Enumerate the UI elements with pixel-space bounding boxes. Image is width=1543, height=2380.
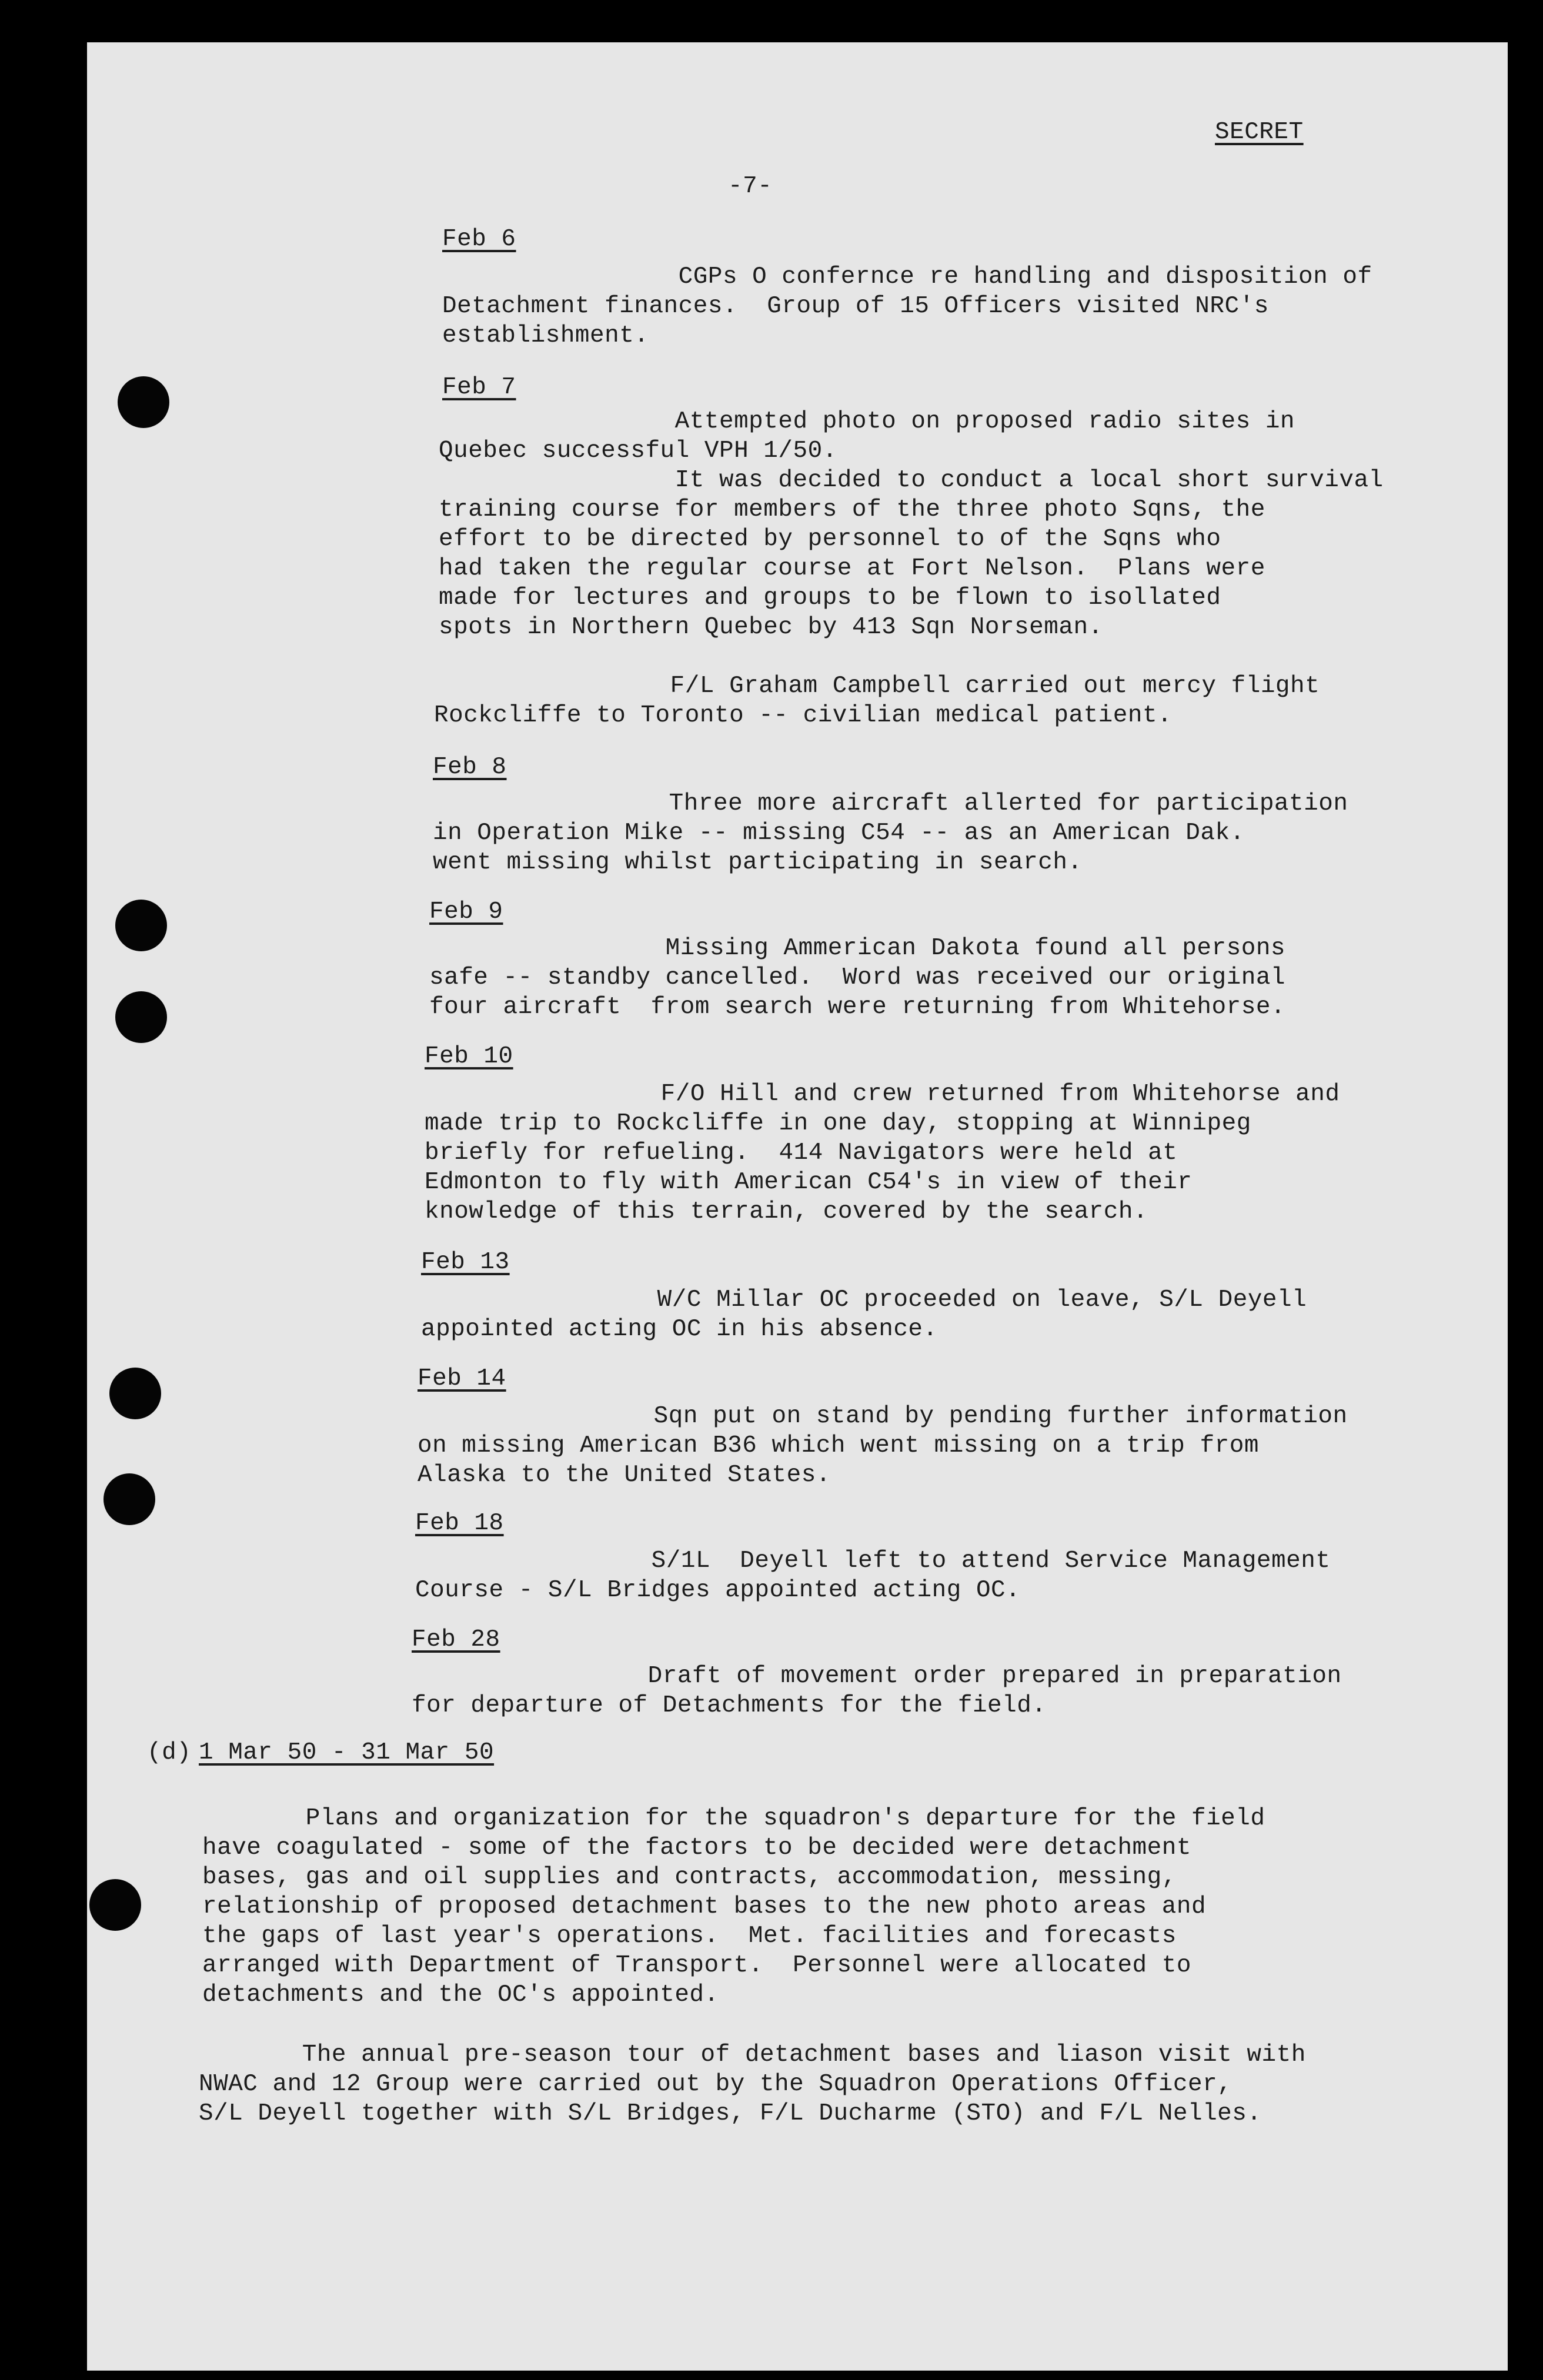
entry-date: Feb 9	[429, 898, 503, 925]
entry-line: in Operation Mike -- missing C54 -- as an American Dak.	[433, 820, 1245, 847]
entry-line: made for lectures and groups to be flown to isollated	[439, 584, 1221, 611]
section-title: 1 Mar 50 - 31 Mar 50	[199, 1739, 495, 1766]
entry-line: establishment.	[442, 322, 649, 349]
entry-line: appointed acting OC in his absence.	[421, 1316, 938, 1343]
entry-line: had taken the regular course at Fort Nelson. Plans were	[439, 555, 1265, 582]
punch-hole	[118, 376, 169, 428]
entry-line: CGPs O confernce re handling and disposition of	[442, 263, 1372, 290]
entry-line: four aircraft from search were returning from Whitehorse.	[429, 994, 1286, 1021]
entry-line: Quebec successful VPH 1/50.	[439, 437, 837, 464]
entry-line: Three more aircraft allerted for participation	[433, 790, 1348, 817]
entry-line: Edmonton to fly with American C54's in view of their	[425, 1169, 1193, 1196]
punch-hole	[89, 1879, 141, 1931]
entry-line: safe -- standby cancelled. Word was received our original	[429, 964, 1286, 991]
entry-line: knowledge of this terrain, covered by the search.	[425, 1198, 1148, 1225]
punch-hole	[115, 991, 167, 1043]
entry-date: Feb 8	[433, 754, 507, 781]
entry-line: for departure of Detachments for the field.	[412, 1692, 1047, 1719]
punch-hole	[109, 1368, 161, 1419]
body-line: relationship of proposed detachment bases to the new photo areas and	[202, 1893, 1207, 1920]
entry-date: Feb 10	[425, 1043, 513, 1070]
entry-date: Feb 7	[442, 374, 516, 401]
entry-line: went missing whilst participating in search.	[433, 849, 1083, 876]
body-line: detachments and the OC's appointed.	[202, 1981, 719, 2008]
punch-hole	[103, 1473, 155, 1525]
punch-hole	[115, 900, 167, 951]
entry-date: Feb 6	[442, 226, 516, 253]
entry-line: spots in Northern Quebec by 413 Sqn Norseman.	[439, 614, 1103, 641]
entry-line: It was decided to conduct a local short survival	[439, 467, 1384, 494]
entry-line: F/O Hill and crew returned from Whitehorse and	[425, 1081, 1340, 1108]
entry-date: Feb 28	[412, 1626, 500, 1653]
entry-line: training course for members of the three photo Sqns, the	[439, 496, 1265, 523]
entry-line: S/1L Deyell left to attend Service Management	[415, 1547, 1331, 1575]
entry-date: Feb 13	[421, 1249, 510, 1276]
body-line: bases, gas and oil supplies and contracts, accommodation, messing,	[202, 1864, 1177, 1891]
entry-line: W/C Millar OC proceeded on leave, S/L Deyell	[421, 1286, 1307, 1313]
entry-line: on missing American B36 which went missing on a trip from	[418, 1432, 1259, 1459]
body-line: The annual pre-season tour of detachment bases and liason visit with	[199, 2041, 1306, 2068]
body-line: Plans and organization for the squadron's departure for the field	[202, 1805, 1265, 1832]
entry-line: briefly for refueling. 414 Navigators were held at	[425, 1139, 1178, 1166]
body-line: S/L Deyell together with S/L Bridges, F/L Ducharme (STO) and F/L Nelles.	[199, 2100, 1262, 2127]
body-line: arranged with Department of Transport. Personnel were allocated to	[202, 1952, 1191, 1979]
body-line: the gaps of last year's operations. Met. facilities and forecasts	[202, 1923, 1177, 1950]
entry-line: effort to be directed by personnel to of the Sqns who	[439, 526, 1221, 553]
page-number: -7-	[728, 173, 773, 200]
section-label: (d)	[147, 1739, 192, 1766]
entry-line: Alaska to the United States.	[418, 1462, 831, 1489]
entry-line: Rockcliffe to Toronto -- civilian medical patient.	[434, 702, 1173, 729]
entry-line: Detachment finances. Group of 15 Officers visited NRC's	[442, 293, 1269, 320]
body-line: have coagulated - some of the factors to be decided were detachment	[202, 1834, 1191, 1861]
entry-line: made trip to Rockcliffe in one day, stopping at Winnipeg	[425, 1110, 1251, 1137]
entry-line: Course - S/L Bridges appointed acting OC.	[415, 1577, 1021, 1604]
body-line: NWAC and 12 Group were carried out by the Squadron Operations Officer,	[199, 2071, 1233, 2098]
entry-line: Draft of movement order prepared in preparation	[412, 1663, 1342, 1690]
entry-line: Sqn put on stand by pending further information	[418, 1403, 1348, 1430]
entry-line: Attempted photo on proposed radio sites in	[439, 408, 1295, 435]
entry-line: Missing Ammerican Dakota found all persons	[429, 935, 1286, 962]
classification-mark: SECRET	[1215, 119, 1304, 146]
entry-date: Feb 18	[415, 1510, 504, 1537]
entry-date: Feb 14	[418, 1365, 506, 1392]
entry-line: F/L Graham Campbell carried out mercy flight	[434, 673, 1320, 700]
